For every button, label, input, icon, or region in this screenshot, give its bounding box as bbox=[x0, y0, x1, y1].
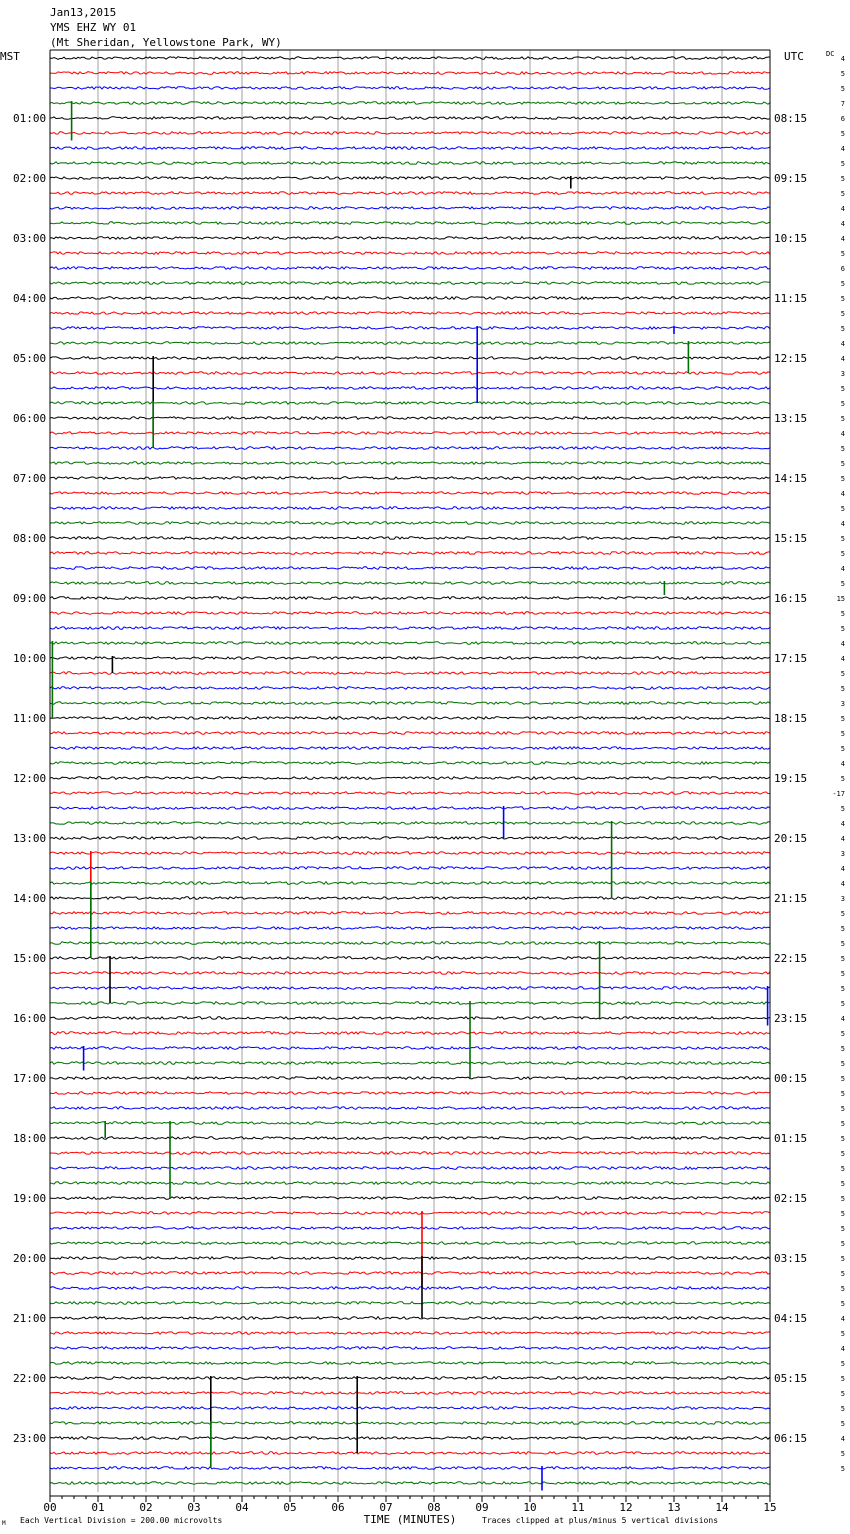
dc-offset-label: 4 bbox=[840, 1015, 845, 1023]
dc-offset-label: 5 bbox=[840, 1465, 845, 1473]
x-tick-label: 10 bbox=[523, 1501, 537, 1514]
trace-row bbox=[50, 552, 770, 555]
mst-hour-label: 19:00 bbox=[13, 1192, 47, 1205]
trace-row bbox=[50, 1122, 770, 1125]
dc-offset-label: 5 bbox=[840, 985, 845, 993]
dc-offset-label: 3 bbox=[840, 370, 845, 378]
utc-hour-label: 06:15 bbox=[774, 1432, 808, 1445]
trace-row bbox=[50, 522, 770, 525]
utc-hour-label: 11:15 bbox=[774, 292, 808, 305]
mst-hour-label: 04:00 bbox=[13, 292, 47, 305]
utc-label: UTC bbox=[784, 50, 804, 63]
dc-offset-label: 4 bbox=[840, 865, 845, 873]
dc-offset-label: 7 bbox=[840, 100, 845, 108]
mst-hour-label: 08:00 bbox=[13, 532, 47, 545]
x-tick-label: 04 bbox=[235, 1501, 249, 1514]
x-axis-title: TIME (MINUTES) bbox=[363, 1513, 457, 1526]
mst-hour-label: 14:00 bbox=[13, 892, 47, 905]
dc-offset-label: 5 bbox=[840, 1255, 845, 1263]
dc-offset-label: 15 bbox=[836, 595, 845, 603]
trace-row bbox=[50, 1422, 770, 1425]
trace-row bbox=[50, 1407, 770, 1410]
footer-clip-note: Traces clipped at plus/minus 5 vertical divisions bbox=[482, 1516, 719, 1525]
trace-row bbox=[50, 1317, 770, 1320]
utc-hour-label: 23:15 bbox=[774, 1012, 808, 1025]
dc-offset-label: 5 bbox=[840, 1360, 845, 1368]
trace-row bbox=[50, 537, 770, 540]
footer-scale-note: Each Vertical Division = 200.00 microvolts bbox=[20, 1516, 223, 1525]
trace-row bbox=[50, 1242, 770, 1245]
utc-hour-label: 08:15 bbox=[774, 112, 808, 125]
dc-offset-label: 5 bbox=[840, 415, 845, 423]
trace-row bbox=[50, 1152, 770, 1155]
dc-offset-label: 5 bbox=[840, 1150, 845, 1158]
trace-row bbox=[50, 777, 770, 780]
dc-offset-label: 6 bbox=[840, 265, 845, 273]
dc-offset-label: 4 bbox=[840, 640, 845, 648]
location-label: (Mt Sheridan, Yellowstone Park, WY) bbox=[50, 36, 282, 49]
dc-label: DC bbox=[826, 50, 835, 58]
utc-hour-label: 01:15 bbox=[774, 1132, 808, 1145]
utc-hour-label: 03:15 bbox=[774, 1252, 808, 1265]
trace-row bbox=[50, 1062, 770, 1065]
x-tick-label: 02 bbox=[139, 1501, 153, 1514]
trace-row bbox=[50, 942, 770, 945]
trace-row bbox=[50, 1017, 770, 1020]
dc-offset-label: 5 bbox=[840, 1135, 845, 1143]
trace-row bbox=[50, 357, 770, 360]
mst-hour-label: 02:00 bbox=[13, 172, 47, 185]
utc-hour-label: 20:15 bbox=[774, 832, 808, 845]
dc-offset-label: 5 bbox=[840, 475, 845, 483]
dc-offset-label: 3 bbox=[840, 850, 845, 858]
dc-offset-label: 5 bbox=[840, 1030, 845, 1038]
dc-offset-label: 5 bbox=[840, 310, 845, 318]
dc-offset-label: 5 bbox=[840, 1285, 845, 1293]
trace-row bbox=[50, 1197, 770, 1200]
dc-offset-label: 5 bbox=[840, 625, 845, 633]
trace-row bbox=[50, 1287, 770, 1290]
mst-hour-label: 20:00 bbox=[13, 1252, 47, 1265]
trace-row bbox=[50, 417, 770, 420]
mst-hour-label: 17:00 bbox=[13, 1072, 47, 1085]
trace-row bbox=[50, 1362, 770, 1365]
trace-row bbox=[50, 612, 770, 615]
utc-hour-label: 13:15 bbox=[774, 412, 808, 425]
dc-offset-label: 5 bbox=[840, 940, 845, 948]
x-tick-label: 12 bbox=[619, 1501, 633, 1514]
trace-row bbox=[50, 102, 770, 105]
dc-offset-label: 5 bbox=[840, 130, 845, 138]
dc-offset-label: 5 bbox=[840, 730, 845, 738]
trace-row bbox=[50, 582, 770, 585]
dc-offset-label: 5 bbox=[840, 1330, 845, 1338]
utc-hour-label: 00:15 bbox=[774, 1072, 808, 1085]
dc-offset-label: 4 bbox=[840, 880, 845, 888]
seismic-events bbox=[52, 101, 767, 1491]
dc-offset-label: 4 bbox=[840, 835, 845, 843]
dc-offset-label: 5 bbox=[840, 775, 845, 783]
trace-row bbox=[50, 1332, 770, 1335]
trace-row bbox=[50, 762, 770, 765]
dc-offset-label: 4 bbox=[840, 760, 845, 768]
trace-row bbox=[50, 1227, 770, 1230]
dc-offset-label: 5 bbox=[840, 1240, 845, 1248]
dc-offset-label: 5 bbox=[840, 400, 845, 408]
trace-row bbox=[50, 957, 770, 960]
trace-row bbox=[50, 1272, 770, 1275]
trace-row bbox=[50, 507, 770, 510]
trace-row bbox=[50, 282, 770, 285]
utc-hour-label: 10:15 bbox=[774, 232, 808, 245]
trace-row bbox=[50, 492, 770, 495]
trace-row bbox=[50, 702, 770, 705]
dc-offset-label: 5 bbox=[840, 445, 845, 453]
trace-row bbox=[50, 192, 770, 195]
trace-row bbox=[50, 717, 770, 720]
dc-offset-label: 3 bbox=[840, 895, 845, 903]
dc-offset-label: 5 bbox=[840, 1165, 845, 1173]
utc-hour-label: 21:15 bbox=[774, 892, 808, 905]
trace-row bbox=[50, 402, 770, 405]
mst-hour-label: 22:00 bbox=[13, 1372, 47, 1385]
trace-row bbox=[50, 627, 770, 630]
trace-row bbox=[50, 462, 770, 465]
trace-row bbox=[50, 237, 770, 240]
dc-offset-label: 4 bbox=[840, 820, 845, 828]
dc-offset-label: 5 bbox=[840, 325, 845, 333]
dc-offset-label: 5 bbox=[840, 385, 845, 393]
dc-offset-label: 5 bbox=[840, 715, 845, 723]
trace-row bbox=[50, 972, 770, 975]
x-tick-label: 06 bbox=[331, 1501, 345, 1514]
trace-row bbox=[50, 792, 770, 795]
trace-row bbox=[50, 837, 770, 840]
trace-row bbox=[50, 597, 770, 600]
mst-hour-label: 07:00 bbox=[13, 472, 47, 485]
dc-offset-label: 5 bbox=[840, 460, 845, 468]
dc-offset-label: 5 bbox=[840, 1090, 845, 1098]
dc-offset-label: 4 bbox=[840, 430, 845, 438]
mst-hour-label: 01:00 bbox=[13, 112, 47, 125]
trace-row bbox=[50, 897, 770, 900]
utc-hour-label: 15:15 bbox=[774, 532, 808, 545]
dc-offset-label: 4 bbox=[840, 1345, 845, 1353]
trace-row bbox=[50, 852, 770, 855]
trace-row bbox=[50, 687, 770, 690]
trace-row bbox=[50, 252, 770, 255]
trace-row bbox=[50, 642, 770, 645]
trace-row bbox=[50, 432, 770, 435]
dc-offset-label: 5 bbox=[840, 1075, 845, 1083]
x-tick-label: 15 bbox=[763, 1501, 777, 1514]
dc-offset-label: 5 bbox=[840, 1405, 845, 1413]
dc-offset-label: 5 bbox=[840, 1195, 845, 1203]
trace-row bbox=[50, 1302, 770, 1305]
dc-offset-label: 5 bbox=[840, 160, 845, 168]
x-tick-label: 00 bbox=[43, 1501, 57, 1514]
trace-row bbox=[50, 807, 770, 810]
dc-offset-label: 4 bbox=[840, 1315, 845, 1323]
dc-offset-label: 5 bbox=[840, 85, 845, 93]
trace-row bbox=[50, 177, 770, 180]
dc-offset-label: 5 bbox=[840, 670, 845, 678]
utc-hour-label: 02:15 bbox=[774, 1192, 808, 1205]
mst-hour-label: 10:00 bbox=[13, 652, 47, 665]
trace-row bbox=[50, 1377, 770, 1380]
dc-offset-label: 5 bbox=[840, 1180, 845, 1188]
trace-rows bbox=[50, 57, 770, 1485]
dc-offset-label: 5 bbox=[840, 970, 845, 978]
trace-row bbox=[50, 267, 770, 270]
utc-hour-label: 14:15 bbox=[774, 472, 808, 485]
mst-hour-label: 06:00 bbox=[13, 412, 47, 425]
dc-offset-label: 4 bbox=[840, 145, 845, 153]
x-tick-label: 11 bbox=[571, 1501, 585, 1514]
trace-row bbox=[50, 1182, 770, 1185]
mst-hour-label: 03:00 bbox=[13, 232, 47, 245]
trace-row bbox=[50, 1047, 770, 1050]
utc-hour-label: 18:15 bbox=[774, 712, 808, 725]
trace-row bbox=[50, 912, 770, 915]
dc-offset-label: 4 bbox=[840, 220, 845, 228]
trace-row bbox=[50, 297, 770, 300]
x-tick-label: 01 bbox=[91, 1501, 105, 1514]
trace-row bbox=[50, 342, 770, 345]
trace-row bbox=[50, 387, 770, 390]
dc-offset-label: 5 bbox=[840, 280, 845, 288]
dc-offset-label: 4 bbox=[840, 655, 845, 663]
dc-offset-label: 5 bbox=[840, 580, 845, 588]
dc-offset-label: 5 bbox=[840, 1000, 845, 1008]
dc-offset-label: 5 bbox=[840, 1120, 845, 1128]
trace-row bbox=[50, 672, 770, 675]
trace-row bbox=[50, 927, 770, 930]
trace-row bbox=[50, 822, 770, 825]
utc-hour-label: 17:15 bbox=[774, 652, 808, 665]
mst-hour-label: 13:00 bbox=[13, 832, 47, 845]
trace-row bbox=[50, 1002, 770, 1005]
trace-row bbox=[50, 147, 770, 150]
utc-hour-label: 16:15 bbox=[774, 592, 808, 605]
dc-offset-label: 5 bbox=[840, 1045, 845, 1053]
trace-row bbox=[50, 1077, 770, 1080]
grid-lines bbox=[98, 50, 722, 1492]
mst-hour-label: 12:00 bbox=[13, 772, 47, 785]
trace-row bbox=[50, 882, 770, 885]
trace-row bbox=[50, 207, 770, 210]
date-label: Jan13,2015 bbox=[50, 6, 117, 19]
dc-offset-label: 5 bbox=[840, 1375, 845, 1383]
dc-offset-label: 5 bbox=[840, 1390, 845, 1398]
dc-offset-label: 4 bbox=[840, 520, 845, 528]
dc-offset-label: 4 bbox=[840, 1435, 845, 1443]
trace-row bbox=[50, 1437, 770, 1440]
dc-offset-label: 4 bbox=[840, 490, 845, 498]
mst-hour-label: 21:00 bbox=[13, 1312, 47, 1325]
mst-hour-label: 16:00 bbox=[13, 1012, 47, 1025]
dc-offset-label: 5 bbox=[840, 550, 845, 558]
trace-row bbox=[50, 732, 770, 735]
dc-offset-label: 5 bbox=[840, 955, 845, 963]
utc-hour-label: 22:15 bbox=[774, 952, 808, 965]
dc-offset-label: 5 bbox=[840, 745, 845, 753]
trace-row bbox=[50, 867, 770, 870]
dc-offset-label: 5 bbox=[840, 685, 845, 693]
dc-offset-label: 5 bbox=[840, 1420, 845, 1428]
dc-offset-label: 5 bbox=[840, 910, 845, 918]
mst-label: MST bbox=[0, 50, 20, 63]
utc-hour-label: 04:15 bbox=[774, 1312, 808, 1325]
mst-hour-label: 09:00 bbox=[13, 592, 47, 605]
mst-hour-label: 11:00 bbox=[13, 712, 47, 725]
x-tick-label: 05 bbox=[283, 1501, 297, 1514]
trace-row bbox=[50, 1257, 770, 1260]
dc-offset-label: 5 bbox=[840, 1450, 845, 1458]
trace-row bbox=[50, 312, 770, 315]
corner-mark: M bbox=[2, 1520, 6, 1527]
x-tick-label: 07 bbox=[379, 1501, 393, 1514]
trace-row bbox=[50, 747, 770, 750]
dc-offset-label: 4 bbox=[840, 565, 845, 573]
trace-row bbox=[50, 1032, 770, 1035]
station-label: YMS EHZ WY 01 bbox=[50, 21, 137, 34]
dc-offset-label: 5 bbox=[840, 610, 845, 618]
dc-offset-label: 4 bbox=[840, 205, 845, 213]
trace-row bbox=[50, 132, 770, 135]
mst-hour-label: 18:00 bbox=[13, 1132, 47, 1145]
dc-offset-label: 4 bbox=[840, 340, 845, 348]
trace-row bbox=[50, 987, 770, 990]
dc-offset-label: 4 bbox=[840, 355, 845, 363]
x-tick-label: 08 bbox=[427, 1501, 441, 1514]
dc-offset-label: 5 bbox=[840, 70, 845, 78]
dc-offset-label: 3 bbox=[840, 700, 845, 708]
trace-row bbox=[50, 1212, 770, 1215]
dc-offset-label: 5 bbox=[840, 1105, 845, 1113]
dc-offset-label: -17 bbox=[832, 790, 845, 798]
trace-row bbox=[50, 567, 770, 570]
dc-offset-label: 6 bbox=[840, 115, 845, 123]
dc-offset-label: 5 bbox=[840, 1300, 845, 1308]
utc-hour-label: 05:15 bbox=[774, 1372, 808, 1385]
dc-offset-label: 4 bbox=[840, 55, 845, 63]
mst-hour-label: 23:00 bbox=[13, 1432, 47, 1445]
dc-offset-label: 5 bbox=[840, 535, 845, 543]
trace-row bbox=[50, 57, 770, 60]
trace-row bbox=[50, 87, 770, 90]
mst-hour-label: 15:00 bbox=[13, 952, 47, 965]
trace-row bbox=[50, 1452, 770, 1455]
dc-offset-label: 5 bbox=[840, 505, 845, 513]
utc-hour-label: 09:15 bbox=[774, 172, 808, 185]
dc-offset-label: 5 bbox=[840, 175, 845, 183]
mst-hour-label: 05:00 bbox=[13, 352, 47, 365]
dc-offset-label: 5 bbox=[840, 1210, 845, 1218]
trace-row bbox=[50, 1137, 770, 1140]
trace-row bbox=[50, 222, 770, 225]
trace-row bbox=[50, 1107, 770, 1110]
utc-hour-label: 12:15 bbox=[774, 352, 808, 365]
trace-row bbox=[50, 372, 770, 375]
trace-row bbox=[50, 1467, 770, 1470]
dc-offset-label: 5 bbox=[840, 925, 845, 933]
x-tick-label: 14 bbox=[715, 1501, 729, 1514]
trace-row bbox=[50, 447, 770, 450]
dc-offset-label: 5 bbox=[840, 1270, 845, 1278]
trace-row bbox=[50, 657, 770, 660]
trace-row bbox=[50, 1392, 770, 1395]
x-tick-label: 09 bbox=[475, 1501, 489, 1514]
dc-offset-label: 5 bbox=[840, 1225, 845, 1233]
trace-row bbox=[50, 1482, 770, 1485]
dc-offset-label: 5 bbox=[840, 250, 845, 258]
trace-row bbox=[50, 117, 770, 120]
dc-offset-label: 4 bbox=[840, 235, 845, 243]
dc-offset-label: 5 bbox=[840, 190, 845, 198]
dc-offset-label: 5 bbox=[840, 295, 845, 303]
x-tick-label: 13 bbox=[667, 1501, 681, 1514]
trace-row bbox=[50, 162, 770, 165]
trace-row bbox=[50, 72, 770, 75]
trace-row bbox=[50, 1167, 770, 1170]
trace-row bbox=[50, 327, 770, 330]
trace-row bbox=[50, 477, 770, 480]
trace-row bbox=[50, 1347, 770, 1350]
utc-hour-label: 19:15 bbox=[774, 772, 808, 785]
dc-offset-label: 5 bbox=[840, 1060, 845, 1068]
dc-offset-label: 5 bbox=[840, 805, 845, 813]
trace-row bbox=[50, 1092, 770, 1095]
x-tick-label: 03 bbox=[187, 1501, 201, 1514]
